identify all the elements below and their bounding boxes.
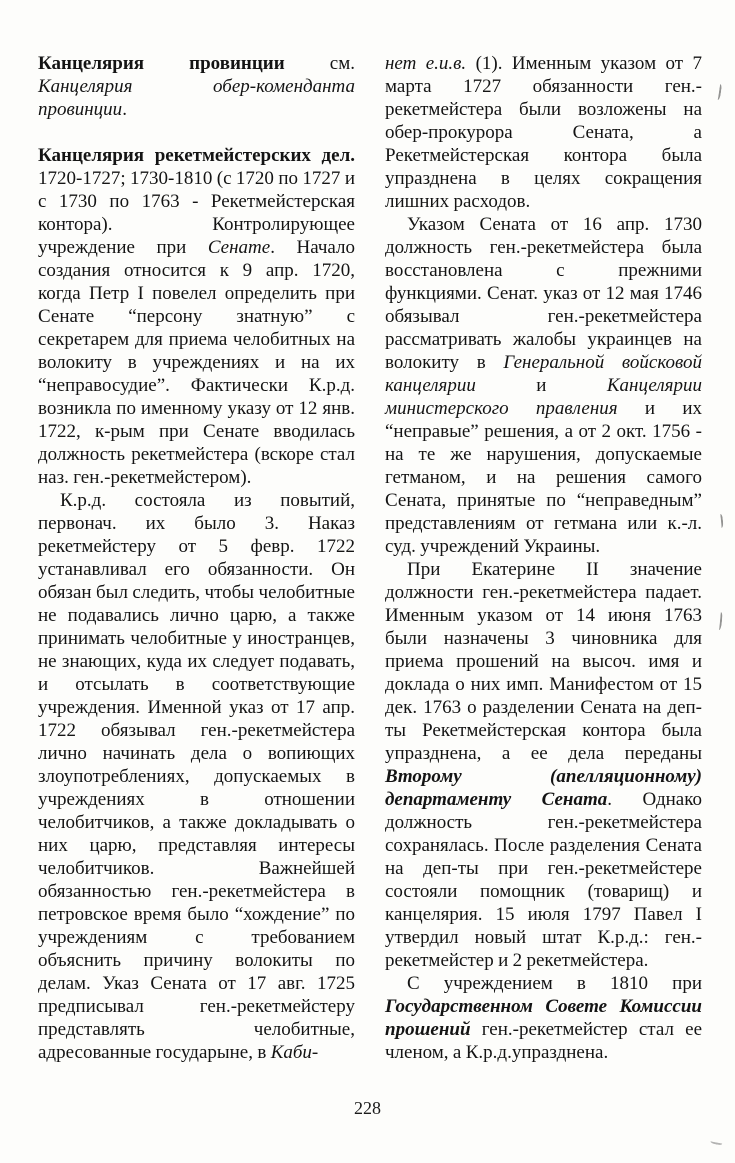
text-segment: и	[475, 375, 607, 396]
entry-headword: Канцелярия рекетмейстерских дел.	[38, 145, 355, 166]
text-segment: . Начало создания относится к 9 апр. 1720, когда Петр I повелел определить при Сенате “персону знатную” с секретарем для приема челобитных на волокиту в учреждениях и на их “неправосудие”. Фактически К.р.д. возникла по именному указу от 12 янв. 1722, к-рым при Сенате вводилась должность рекетмейстера (вскоре стал наз. ген.-рекетмейстером).	[38, 237, 356, 488]
text-segment: . Однако должность ген.-рекетмейстера сохранялась. После разделения Сената на деп-ты при ген.-рекетмейстере состояли помощник (товарищ) и канцелярия. 15 июля 1797 Павел I утвердил новый штат К.р.д.: ген.-рекетмейстер и 2 рекетмейстера.	[385, 789, 702, 971]
scan-artifact	[717, 514, 723, 528]
text-segment: Генеральной войсковой канцелярии	[385, 352, 702, 396]
text-segment: см.	[284, 53, 356, 74]
text-segment: Указом Сената от 16 апр. 1730 должность ген.-рекетмейстера была восстановлена с прежними функциями. Сенат. указ от 12 мая 1746 обязывал ген.-рекетмейстера рассматривать жалобы украинцев на волокиту в	[385, 214, 702, 373]
column-right	[385, 52, 702, 1064]
paragraph	[385, 558, 702, 972]
page-number: 228	[354, 1098, 381, 1118]
paragraph	[38, 52, 355, 121]
text-segment: (1). Именным указом от 7 марта 1727 обязанности ген.-рекетмейстера были возложены на обер-прокурора Сената, а Рекетмейстерская контора была упразднена в целях сокращения лишних расходов.	[385, 53, 702, 212]
scan-artifact	[716, 612, 723, 630]
text-segment: При Екатерине II значение должности ген.-рекетмейстера падает. Именным указом от 14 июня 1763 были назначены 3 чиновника для приема прошений на высоч. имя и доклада о них имп. Манифестом от 15 дек. 1763 о разделении Сената на деп-ты Рекетмейстерская контора была упразднена, а ее дела переданы	[385, 559, 702, 764]
text-segment: К.р.д. состояла из повытий, первонач. их было 3. Наказ рекетмейстеру от 5 февр. 1722 устанавливал его обязанности. Он обязан был следить, чтобы челобитные не подавались лично царю, а также принимать челобитные у иностранцев, не знающих, куда их следует подавать, и отсылать в соответствующие учреждения. Именной указ от 17 апр. 1722 обязывал ген.-рекетмейстера лично начинать дела о вопиющих злоупотреблениях, допускаемых в учреждениях в отношении челобитчиков, а также докладывать о них царю, представляя интересы челобитчиков. Важнейшей обязанностью ген.-рекетмейстера в петровское время было “хождение” по учреждениям с требованием объяснить причину волокиты по делам. Указ Сената от 17 авг. 1725 предписывал ген.-рекетмейстеру представлять челобитные, адресованные государыне, в	[38, 490, 355, 1063]
text-columns	[38, 52, 702, 1064]
text-segment: Канцелярии министерского правления	[385, 375, 702, 419]
text-segment: 1720-1727; 1730-1810 (с 1720 по 1727 и с 1730 по 1763 - Рекетмейстерская контора). Контролирующее учреждение при	[38, 168, 355, 258]
text-segment: .	[122, 99, 127, 120]
paragraph	[38, 489, 355, 1064]
text-segment: Государственном Совете Комиссии прошений	[385, 996, 702, 1040]
paragraph	[38, 144, 355, 489]
scan-artifact	[710, 1138, 723, 1145]
paragraph	[385, 213, 702, 558]
text-segment: ген.-рекетмейстер стал ее членом, а К.р.д.упразднена.	[385, 1019, 702, 1063]
text-segment: Канцелярия обер-коменданта провинции	[38, 76, 355, 120]
column-left	[38, 52, 355, 1064]
text-segment: и их “неправые” решения, а от 2 окт. 1756 - на те же нарушения, допускаемые гетманом, и на решения самого Сената, принятые по “неправедным” представлениям от гетмана или к.-л. суд. учреждений Украины.	[385, 398, 703, 557]
text-segment: С учреждением в 1810 при	[407, 973, 702, 994]
text-segment: Каби-	[270, 1042, 319, 1063]
text-segment: Сенате	[207, 237, 271, 258]
paragraph	[385, 972, 702, 1064]
text-segment: нет е.и.в.	[385, 53, 467, 74]
scan-artifact	[715, 84, 722, 101]
entry-headword: Канцелярия провинции	[38, 53, 285, 74]
text-segment: Второму (апелляционному) департаменту Сената	[385, 766, 702, 810]
paragraph	[385, 52, 702, 213]
